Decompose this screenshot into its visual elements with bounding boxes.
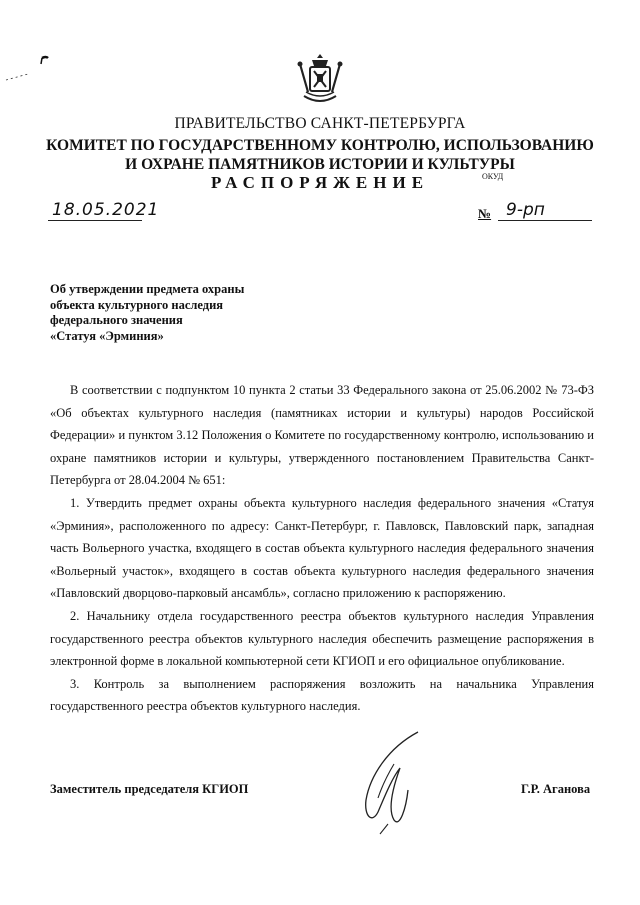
body-paragraph: В соответствии с подпунктом 10 пункта 2 статьи 33 Федерального закона от 25.06.2002 № 73-ФЗ «Об объектах культурного наследия (памятниках истории и культуры) народов Российской Федерации» и пунктом 3.12 Положения о Комитете по государственному контролю, использованию и охране памятников истории и культуры, утвержденного постановлением Правительства Санкт-Петербурга от 28.04.2004 № 651: [50,383,594,488]
handwritten-signature [348,728,428,838]
number-label: № [478,206,492,221]
signatory-role: Заместитель председателя КГИОП [50,782,249,796]
subject-line: «Статуя «Эрминия» [50,328,164,343]
signatory-name: Г.Р. Аганова [521,782,591,796]
committee-title-line-2: И ОХРАНЕ ПАМЯТНИКОВ ИСТОРИИ И КУЛЬТУРЫ [125,156,515,173]
document-subject [50,282,310,344]
document-body [50,379,594,718]
committee-title-line-1: КОМИТЕТ ПО ГОСУДАРСТВЕННОМУ КОНТРОЛЮ, ИСПОЛЬЗОВАНИЮ [46,137,594,154]
body-paragraph: 3. Контроль за выполнением распоряжения возложить на начальника Управления государственного реестра объектов культурного наследия. [50,676,594,714]
document-date: 18.05.2021 [48,200,142,221]
subject-line: Об утверждении предмета охраны [50,282,245,296]
subject-line: объекта культурного наследия [50,297,224,312]
body-paragraph: 2. Начальнику отдела государственного реестра объектов культурного наследия Управления государственного реестра объектов культурного наследия обеспечить размещение распоряжения в электронной форме в локальной компьютерной сети КГИОП и его официальное опубликование. [50,608,594,669]
body-paragraph: 1. Утвердить предмет охраны объекта культурного наследия федерального значения «Статуя «Эрминия», расположенного по адресу: Санкт-Петербург, г. Павловск, Павловский парк, западная часть Вольерного участка, входящего в состав объекта культурного наследия федерального значения «Вольерный участок», входящего в состав объекта культурного наследия федерального значения «Павловский дворцово-парковый ансамбль», согласно приложению к распоряжению. [50,495,594,601]
corner-mark [4,52,50,90]
committee-title [0,136,640,174]
government-title: ПРАВИТЕЛЬСТВО САНКТ-ПЕТЕРБУРГА [174,115,466,132]
document-type-title: РАСПОРЯЖЕНИЕ [210,173,430,192]
subject-line: федерального значения [50,313,183,327]
coat-of-arms-icon [296,52,344,110]
document-number: 9-рп [498,200,592,221]
okud-label: ОКУД [482,172,504,181]
